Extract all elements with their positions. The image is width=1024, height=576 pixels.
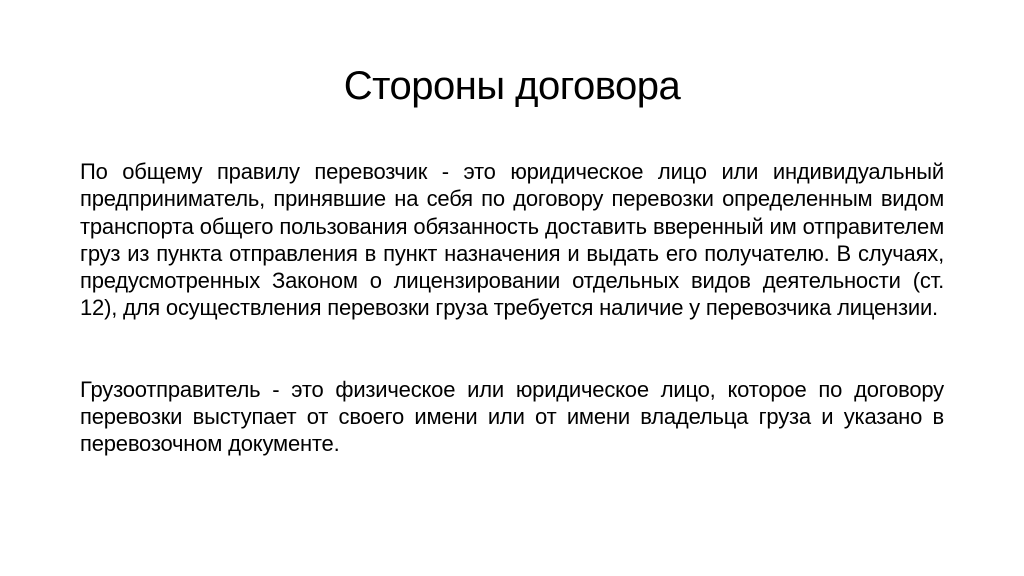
shipper-definition-paragraph: Грузоотправитель - это физическое или юридическое лицо, которое по договору перевозки выступает от своего имени или от имени владельца груза и указано в перевозочном документе.	[80, 376, 944, 457]
slide-content	[80, 158, 944, 458]
slide-title: Стороны договора	[343, 64, 681, 108]
carrier-definition-paragraph: По общему правилу перевозчик - это юридическое лицо или индивидуальный предприниматель, принявшие на себя по договору перевозки определенным видом транспорта общего пользования обязанность доставить вверенный им отправителем груз из пункта отправления в пункт назначения и выдать его получателю. В случаях, предусмотренных Законом о лицензировании отдельных видов деятельности (ст. 12), для осуществления перевозки груза требуется наличие у перевозчика лицензии.	[80, 159, 944, 321]
